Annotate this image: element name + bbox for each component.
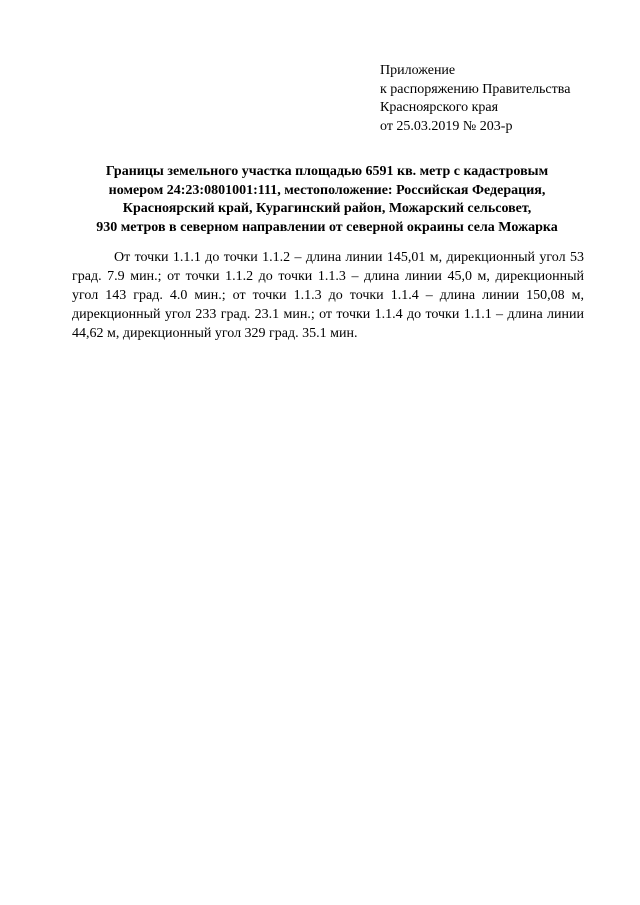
title-line: номером 24:23:0801001:111, местоположение: Российская Федерация, — [108, 182, 546, 198]
title-line: Границы земельного участка площадью 6591 кв. метр с кадастровым — [105, 164, 549, 179]
appendix-date-number: от 25.03.2019 № 203-р — [380, 118, 513, 134]
title-line: Красноярский край, Курагинский район, Можарский сельсовет, — [122, 201, 532, 216]
appendix-label: Приложение — [380, 63, 456, 78]
document-title — [68, 163, 586, 237]
appendix-order-reference: к распоряжению Правительства — [380, 81, 571, 97]
appendix-region: Красноярского края — [380, 100, 499, 115]
boundary-description: От точки 1.1.1 до точки 1.1.2 – длина линии 145,01 м, дирекционный угол 53 град. 7.9 мин.; от точки 1.1.2 до точки 1.1.3 – длина линии 45,0 м, дирекционный угол 143 град. 4.0 мин.; от точки 1.1.3 до точки 1.1.4 – длина линии 150,08 м, дирекционный угол 233 град. 23.1 мин.; от точки 1.1.4 до точки 1.1.1 – длина линии 44,62 м, дирекционный угол 329 град. 35.1 мин. — [72, 250, 584, 341]
title-line: 930 метров в северном направлении от северной окраины села Можарка — [96, 219, 558, 235]
appendix-block — [380, 62, 620, 136]
